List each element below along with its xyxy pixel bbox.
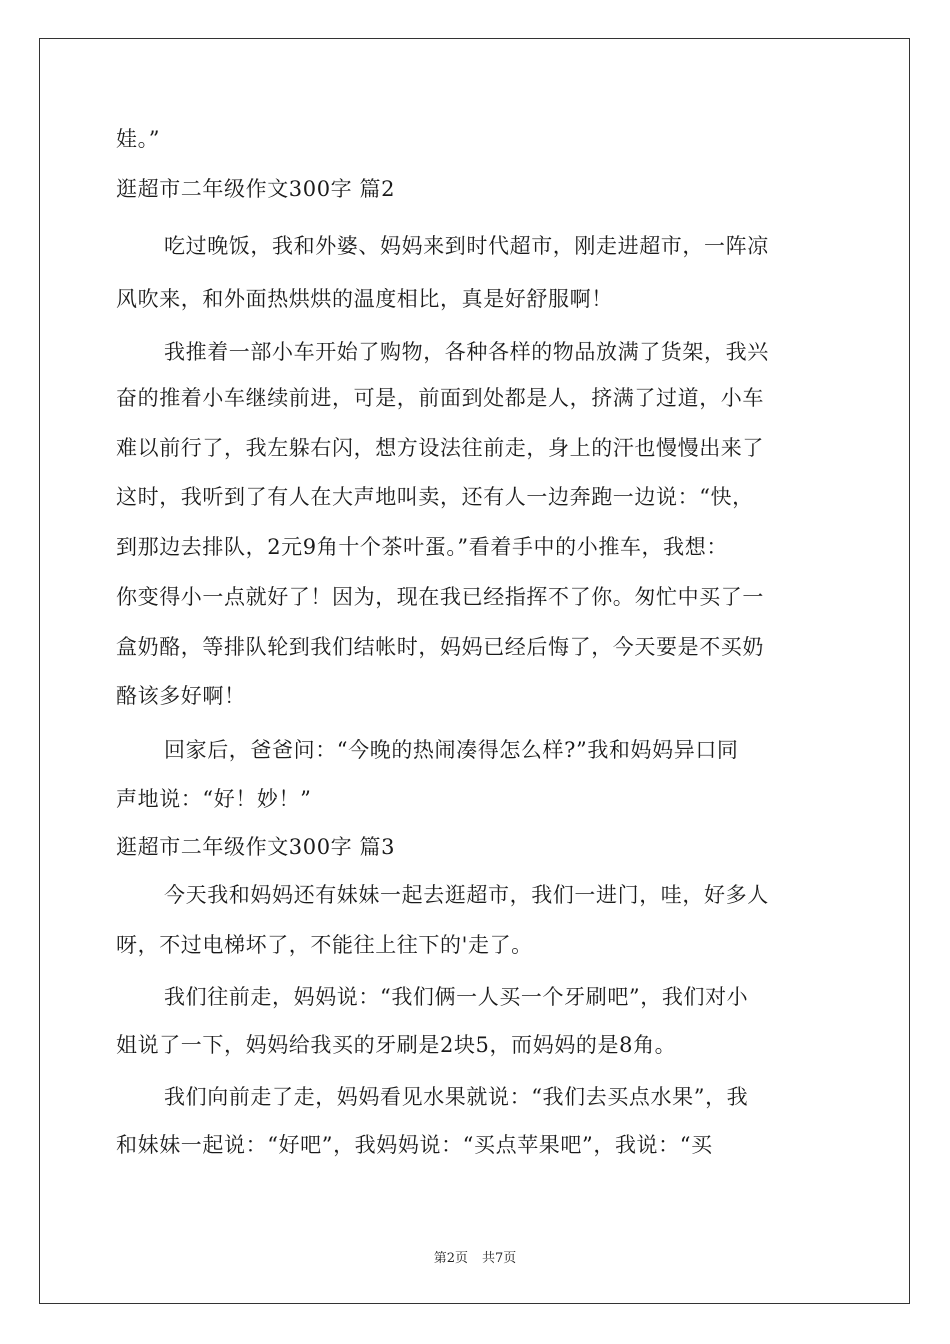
text-line: 到那边去排队，2元9角十个茶叶蛋。”看着手中的小推车，我想： xyxy=(116,535,728,559)
page-footer xyxy=(0,1247,950,1266)
text-line: 娃。” xyxy=(116,127,161,151)
text-line: 风吹来，和外面热烘烘的温度相比，真是好舒服啊！ xyxy=(116,287,613,311)
text-line: 我们向前走了走，妈妈看见水果就说：“我们去买点水果”，我 xyxy=(164,1085,749,1109)
text-line: 酪该多好啊！ xyxy=(116,684,246,708)
section-heading: 逛超市二年级作文300字 篇3 xyxy=(116,835,396,859)
text-line: 难以前行了，我左躲右闪，想方设法往前走，身上的汗也慢慢出来了 xyxy=(116,436,764,460)
text-line: 今天我和妈妈还有妹妹一起去逛超市，我们一进门，哇，好多人 xyxy=(164,883,769,907)
text-line: 回家后，爸爸问：“今晚的热闹凑得怎么样?”我和妈妈异口同 xyxy=(164,738,739,762)
page-number: 第2页 xyxy=(433,1251,468,1266)
text-line: 和妹妹一起说：“好吧”，我妈妈说：“买点苹果吧”，我说：“买 xyxy=(116,1133,713,1157)
text-line: 吃过晚饭，我和外婆、妈妈来到时代超市，刚走进超市，一阵凉 xyxy=(164,234,769,258)
text-line: 呀，不过电梯坏了，不能往上往下的'走了。 xyxy=(116,933,533,957)
text-line: 我们往前走，妈妈说：“我们俩一人买一个牙刷吧”，我们对小 xyxy=(164,985,749,1009)
page-border xyxy=(39,38,910,1304)
text-line: 这时，我听到了有人在大声地叫卖，还有人一边奔跑一边说：“快， xyxy=(116,485,754,509)
text-line: 奋的推着小车继续前进，可是，前面到处都是人，挤满了过道，小车 xyxy=(116,386,764,410)
text-line: 盒奶酪，等排队轮到我们结帐时，妈妈已经后悔了，今天要是不买奶 xyxy=(116,635,764,659)
text-line: 你变得小一点就好了！因为，现在我已经指挥不了你。匆忙中买了一 xyxy=(116,585,764,609)
text-line: 我推着一部小车开始了购物，各种各样的物品放满了货架，我兴 xyxy=(164,340,769,364)
text-line: 姐说了一下，妈妈给我买的牙刷是2块5，而妈妈的是8角。 xyxy=(116,1033,677,1057)
section-heading: 逛超市二年级作文300字 篇2 xyxy=(116,177,396,201)
page-total: 共7页 xyxy=(482,1251,517,1266)
text-line: 声地说：“好！妙！” xyxy=(116,787,312,811)
